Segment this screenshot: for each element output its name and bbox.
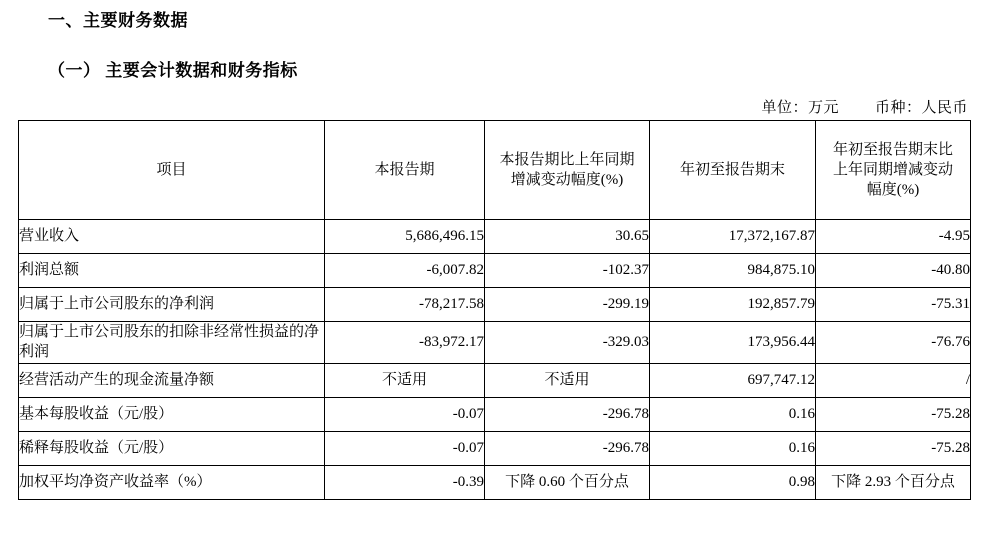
table-row (19, 465, 971, 499)
row-ytd: 0.16 (650, 431, 816, 465)
row-current-change: -102.37 (485, 254, 650, 288)
row-ytd-change: -76.76 (816, 322, 971, 364)
row-current-change: -296.78 (485, 431, 650, 465)
row-item-label: 稀释每股收益（元/股） (19, 431, 325, 465)
table-row (19, 397, 971, 431)
row-current-period: -78,217.58 (325, 288, 485, 322)
row-current-period: -0.07 (325, 397, 485, 431)
row-current-change: 下降 0.60 个百分点 (485, 465, 650, 499)
row-current-change: -299.19 (485, 288, 650, 322)
column-header-ytd-change: 年初至报告期末比上年同期增减变动幅度(%) (816, 121, 971, 220)
row-ytd-change: -75.28 (816, 397, 971, 431)
row-ytd-change: / (816, 363, 971, 397)
row-current-period: -83,972.17 (325, 322, 485, 364)
row-ytd: 192,857.79 (650, 288, 816, 322)
table-row (19, 254, 971, 288)
row-ytd: 697,747.12 (650, 363, 816, 397)
column-header-current-period-change: 本报告期比上年同期增减变动幅度(%) (485, 121, 650, 220)
column-header-item: 项目 (19, 121, 325, 220)
row-ytd-change: -75.28 (816, 431, 971, 465)
row-item-label: 归属于上市公司股东的扣除非经常性损益的净利润 (19, 322, 325, 364)
table-row (19, 431, 971, 465)
financial-summary-table (18, 120, 971, 500)
row-ytd-change: -40.80 (816, 254, 971, 288)
row-ytd: 0.98 (650, 465, 816, 499)
row-ytd-change: 下降 2.93 个百分点 (816, 465, 971, 499)
row-ytd: 173,956.44 (650, 322, 816, 364)
row-item-label: 基本每股收益（元/股） (19, 397, 325, 431)
table-row (19, 288, 971, 322)
row-item-label: 经营活动产生的现金流量净额 (19, 363, 325, 397)
section-heading-accounting-data: （一） 主要会计数据和财务指标 (48, 61, 298, 80)
table-row (19, 322, 971, 364)
row-ytd: 0.16 (650, 397, 816, 431)
column-header-current-period: 本报告期 (325, 121, 485, 220)
row-current-change: 不适用 (485, 363, 650, 397)
row-ytd-change: -4.95 (816, 220, 971, 254)
unit-amount-label: 单位：万元 (761, 100, 839, 116)
unit-currency-label: 币种：人民币 (874, 100, 968, 116)
row-current-period: -0.07 (325, 431, 485, 465)
row-current-period: 5,686,496.15 (325, 220, 485, 254)
row-current-period: -0.39 (325, 465, 485, 499)
row-ytd-change: -75.31 (816, 288, 971, 322)
row-current-period: 不适用 (325, 363, 485, 397)
table-header-row (19, 121, 971, 220)
column-header-ytd: 年初至报告期末 (650, 121, 816, 220)
row-ytd: 984,875.10 (650, 254, 816, 288)
row-current-change: -329.03 (485, 322, 650, 364)
row-item-label: 归属于上市公司股东的净利润 (19, 288, 325, 322)
row-ytd: 17,372,167.87 (650, 220, 816, 254)
row-item-label: 营业收入 (19, 220, 325, 254)
row-current-change: 30.65 (485, 220, 650, 254)
row-current-change: -296.78 (485, 397, 650, 431)
table-row (19, 363, 971, 397)
row-item-label: 加权平均净资产收益率（%） (19, 465, 325, 499)
row-current-period: -6,007.82 (325, 254, 485, 288)
unit-notice (761, 96, 968, 117)
section-heading-main-financial-data: 一、主要财务数据 (48, 11, 188, 30)
row-item-label: 利润总额 (19, 254, 325, 288)
table-row (19, 220, 971, 254)
